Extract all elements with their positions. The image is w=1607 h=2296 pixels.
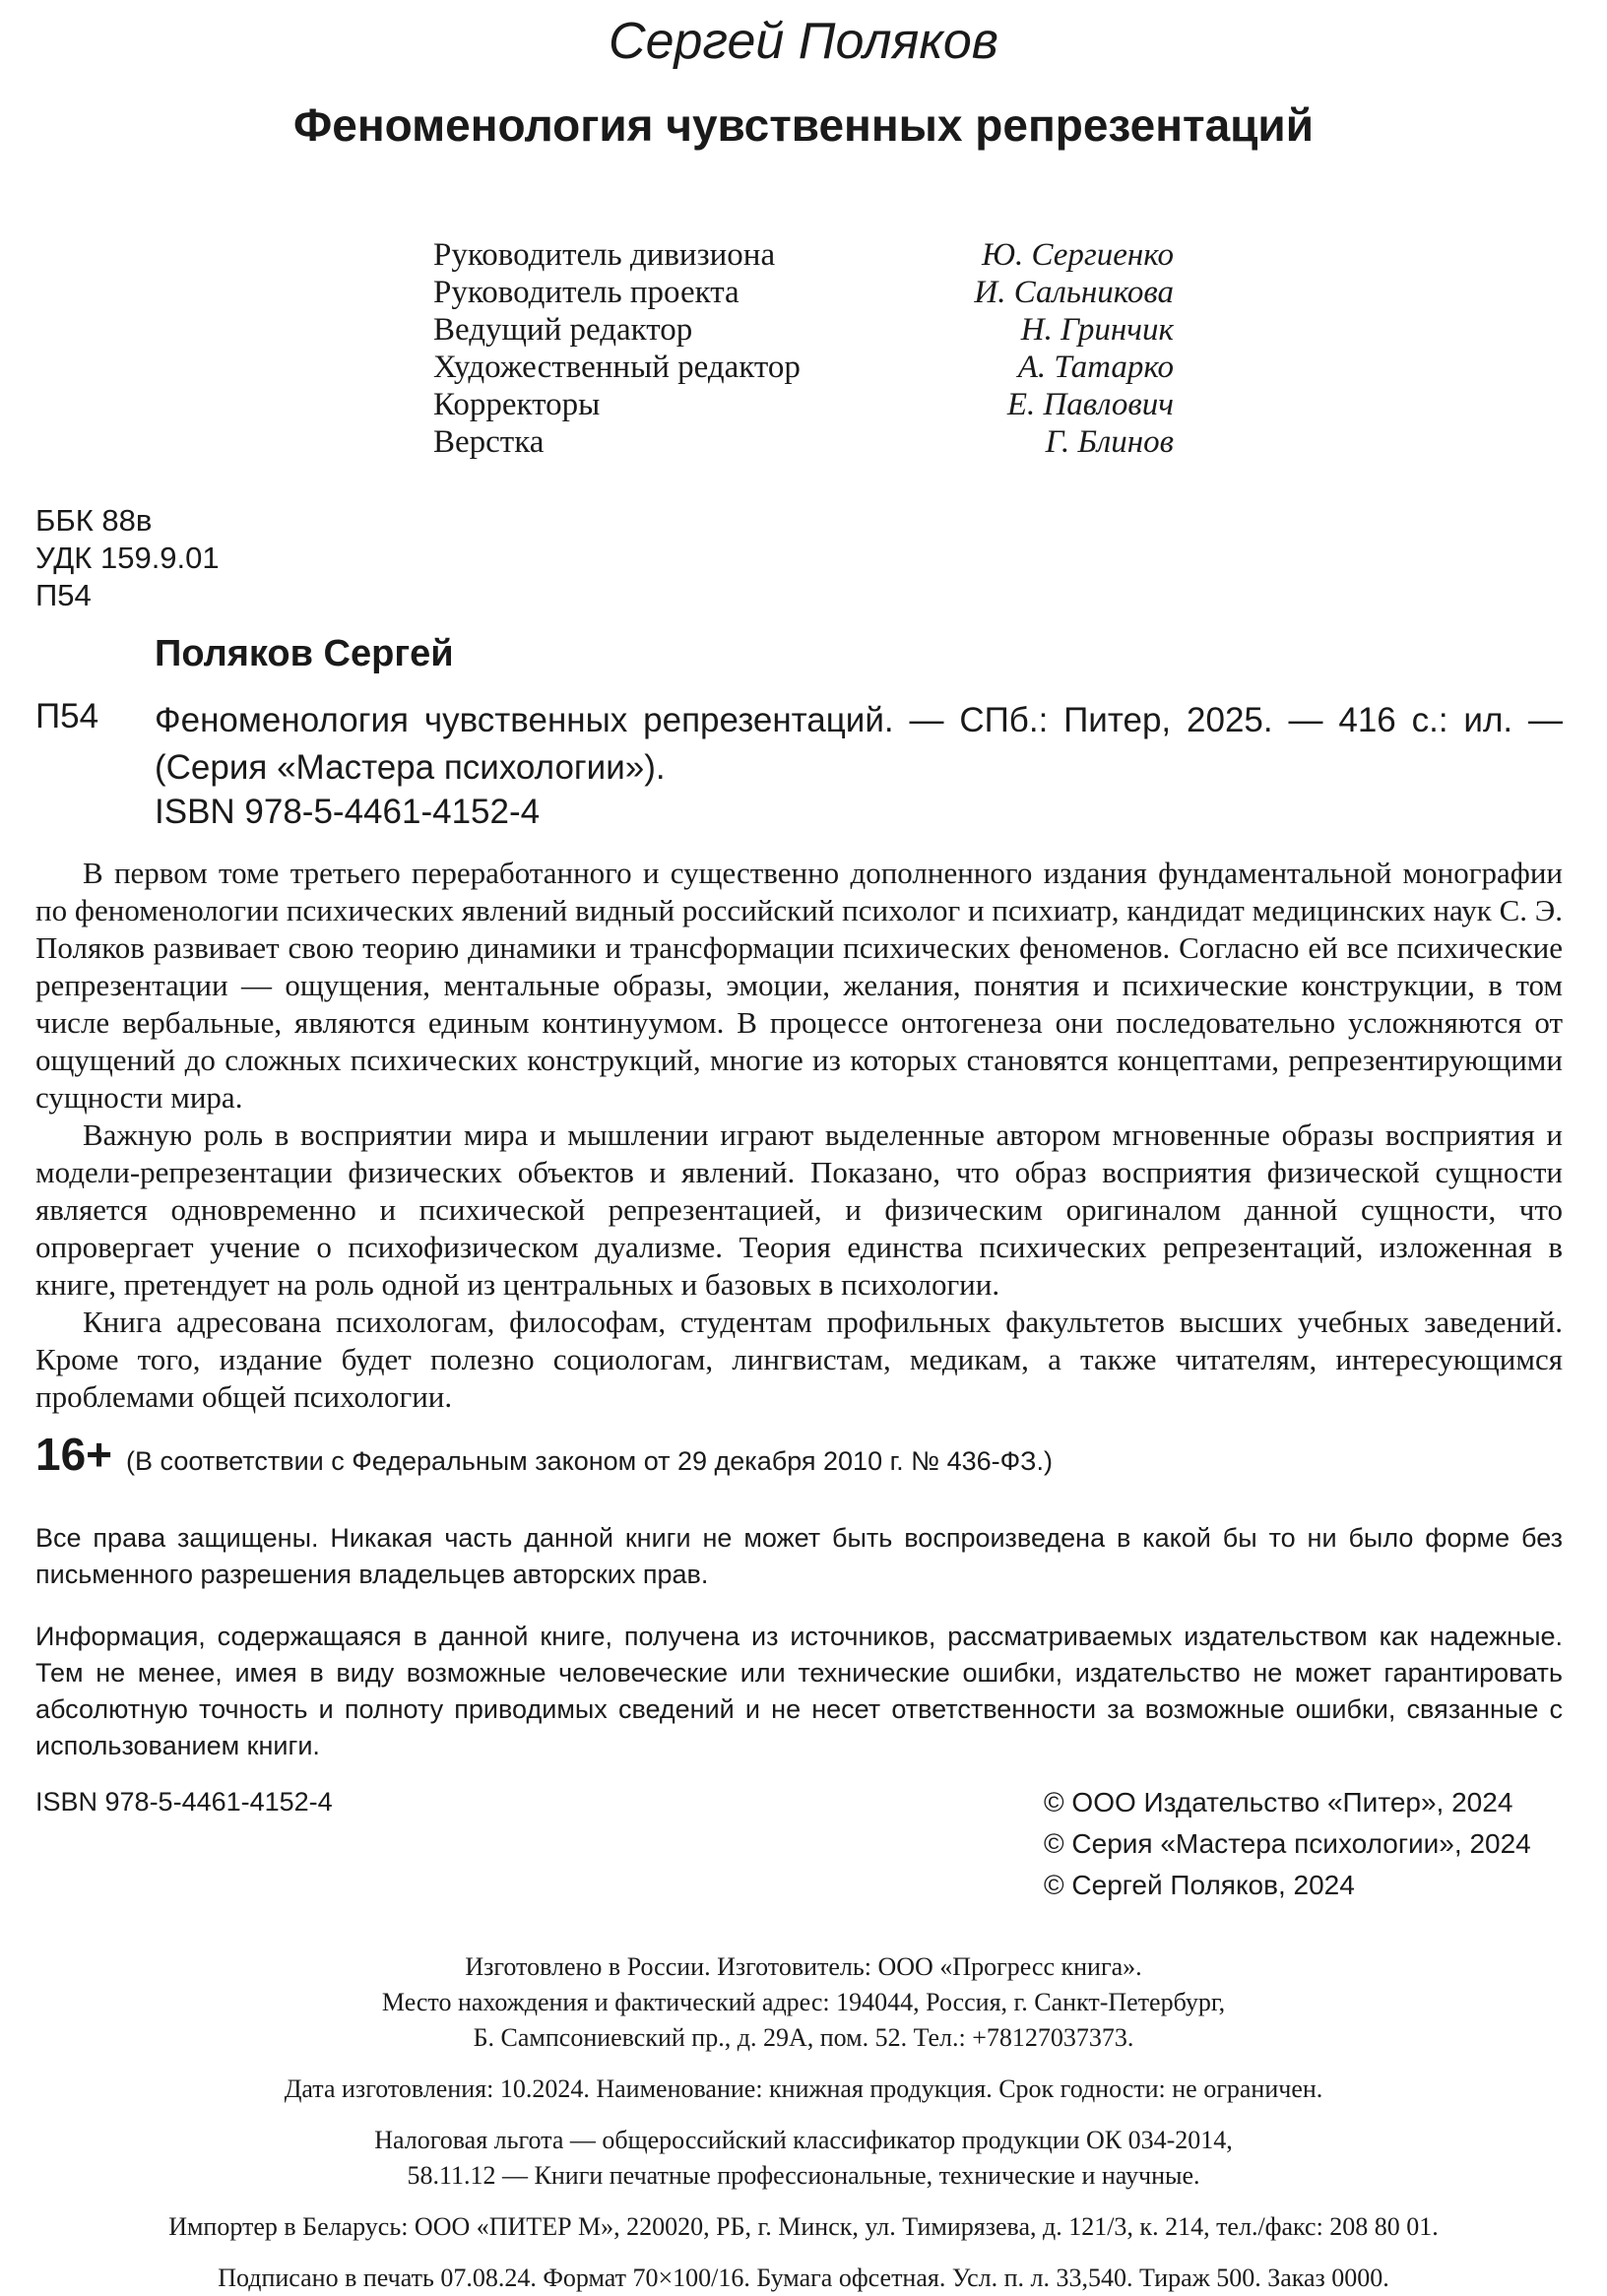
production-date: Дата изготовления: 10.2024. Наименование: книжная продукция. Срок годности: не ограничен. bbox=[284, 2074, 1323, 2103]
catalog-author: Поляков Сергей bbox=[155, 633, 454, 674]
rights-notice: Все права защищены. Никакая часть данной книги не может быть воспроизведена в какой бы то ни было форме без письменного разрешения владельцев авторских прав. bbox=[35, 1523, 1563, 1589]
credit-name: Г. Блинов bbox=[1045, 424, 1174, 460]
classification-codes bbox=[35, 502, 220, 614]
credit-name: И. Сальникова bbox=[974, 275, 1174, 310]
credit-name: А. Татарко bbox=[1017, 350, 1174, 385]
credit-role: Ведущий редактор bbox=[433, 312, 693, 348]
credit-row bbox=[433, 236, 1174, 274]
credit-role: Корректоры bbox=[433, 387, 601, 422]
copyright-line: © Сергей Поляков, 2024 bbox=[1044, 1870, 1355, 1900]
age-rating-mark: 16+ bbox=[35, 1429, 113, 1480]
author-name: Сергей Поляков bbox=[609, 13, 998, 70]
credit-name: Е. Павлович bbox=[1006, 387, 1174, 422]
print-info: Подписано в печать 07.08.24. Формат 70×100/16. Бумага офсетная. Усл. п. л. 33,540. Тираж 500. Заказ 0000. bbox=[218, 2264, 1389, 2292]
credit-name: Ю. Сергиенко bbox=[981, 237, 1174, 273]
credit-role: Руководитель дивизиона bbox=[433, 237, 776, 273]
annotation-paragraph: Книга адресована психологам, философам, студентам профильных факультетов высших учебных заведений. Кроме того, издание будет полезно социологам, лингвистам, медикам, а также читателям, интересующимся проблемами общей психологии. bbox=[35, 1305, 1563, 1414]
imprint bbox=[0, 1949, 1607, 2296]
credit-row bbox=[433, 386, 1174, 423]
tax-info bbox=[0, 2123, 1607, 2194]
copyright-line: © Серия «Мастера психологии», 2024 bbox=[1044, 1828, 1531, 1859]
isbn-footer: ISBN 978-5-4461-4152-4 bbox=[35, 1787, 333, 1817]
imprint-line: 58.11.12 — Книги печатные профессиональные, технические и научные. bbox=[407, 2161, 1200, 2190]
copyright-line: © ООО Издательство «Питер», 2024 bbox=[1044, 1787, 1513, 1818]
annotation-paragraph: Важную роль в восприятии мира и мышлении играют выделенные автором мгновенные образы восприятия и модели-репрезентации физических объектов и явлений. Показано, что образ восприятия физической сущности является одновременно и психической репрезентацией, и физическим оригиналом данной сущности, что опровергает учение о психофизическом дуализме. Теория единства психических репрезентаций, изложенная в книге, претендует на роль одной из центральных и базовых в психологии. bbox=[35, 1117, 1563, 1302]
age-rating bbox=[35, 1428, 1053, 1481]
imprint-line: Налоговая льгота — общероссийский классификатор продукции ОК 034-2014, bbox=[374, 2126, 1233, 2154]
bbk-code: ББК 88в bbox=[35, 503, 153, 538]
imprint-line: Изготовлено в России. Изготовитель: ООО «Прогресс книга». bbox=[465, 1952, 1142, 1981]
credit-row bbox=[433, 311, 1174, 349]
credits-list bbox=[433, 236, 1174, 461]
credit-role: Руководитель проекта bbox=[433, 275, 739, 310]
manufacturer-info bbox=[0, 1949, 1607, 2056]
author-sign: П54 bbox=[35, 578, 92, 612]
credit-role: Художественный редактор bbox=[433, 350, 801, 385]
credit-name: Н. Гринчик bbox=[1020, 312, 1174, 348]
copyright-list bbox=[1044, 1782, 1531, 1906]
importer-info: Импортер в Беларусь: ООО «ПИТЕР М», 220020, РБ, г. Минск, ул. Тимирязева, д. 121/3, к. 214, тел./факс: 208 80 01. bbox=[168, 2212, 1439, 2241]
credit-role: Верстка bbox=[433, 424, 545, 460]
catalog-isbn: ISBN 978-5-4461-4152-4 bbox=[155, 793, 541, 831]
annotation bbox=[35, 855, 1563, 1416]
age-rating-note: (В соответствии с Федеральным законом от 29 декабря 2010 г. № 436-ФЗ.) bbox=[126, 1446, 1053, 1476]
imprint-line: Б. Сампсониевский пр., д. 29А, пом. 52. Тел.: +78127037373. bbox=[473, 2023, 1134, 2052]
imprint-line: Место нахождения и фактический адрес: 194044, Россия, г. Санкт-Петербург, bbox=[381, 1988, 1226, 2016]
credit-row bbox=[433, 274, 1174, 311]
catalog-code: П54 bbox=[35, 697, 99, 735]
credit-row bbox=[433, 349, 1174, 386]
disclaimer-notice: Информация, содержащаяся в данной книге, получена из источников, рассматриваемых издательством как надежные. Тем не менее, имея в виду возможные человеческие или технические ошибки, издательство не может гарантировать абсолютную точность и полноту приводимых сведений и не несет ответственности за возможные ошибки, связанные с использованием книги. bbox=[35, 1622, 1563, 1760]
credit-row bbox=[433, 423, 1174, 461]
udk-code: УДК 159.9.01 bbox=[35, 541, 220, 575]
book-title: Феноменология чувственных репрезентаций bbox=[293, 99, 1314, 151]
annotation-paragraph: В первом томе третьего переработанного и существенно дополненного издания фундаментальной монографии по феноменологии психических явлений видный российский психолог и психиатр, кандидат медицинских наук С. Э. Поляков развивает свою теорию динамики и трансформации психических феноменов. Согласно ей все психические репрезентации — ощущения, ментальные образы, эмоции, желания, понятия и психические конструкции, в том числе вербальные, являются единым континуумом. В процессе онтогенеза они последовательно усложняются от ощущений до сложных психических конструкций, многие из которых становятся концептами, репрезентирующими сущности мира. bbox=[35, 856, 1563, 1115]
catalog-description: Феноменология чувственных репрезентаций. — СПб.: Питер, 2025. — 416 с.: ил. — (Серия «Мастера психологии»). bbox=[155, 701, 1563, 787]
